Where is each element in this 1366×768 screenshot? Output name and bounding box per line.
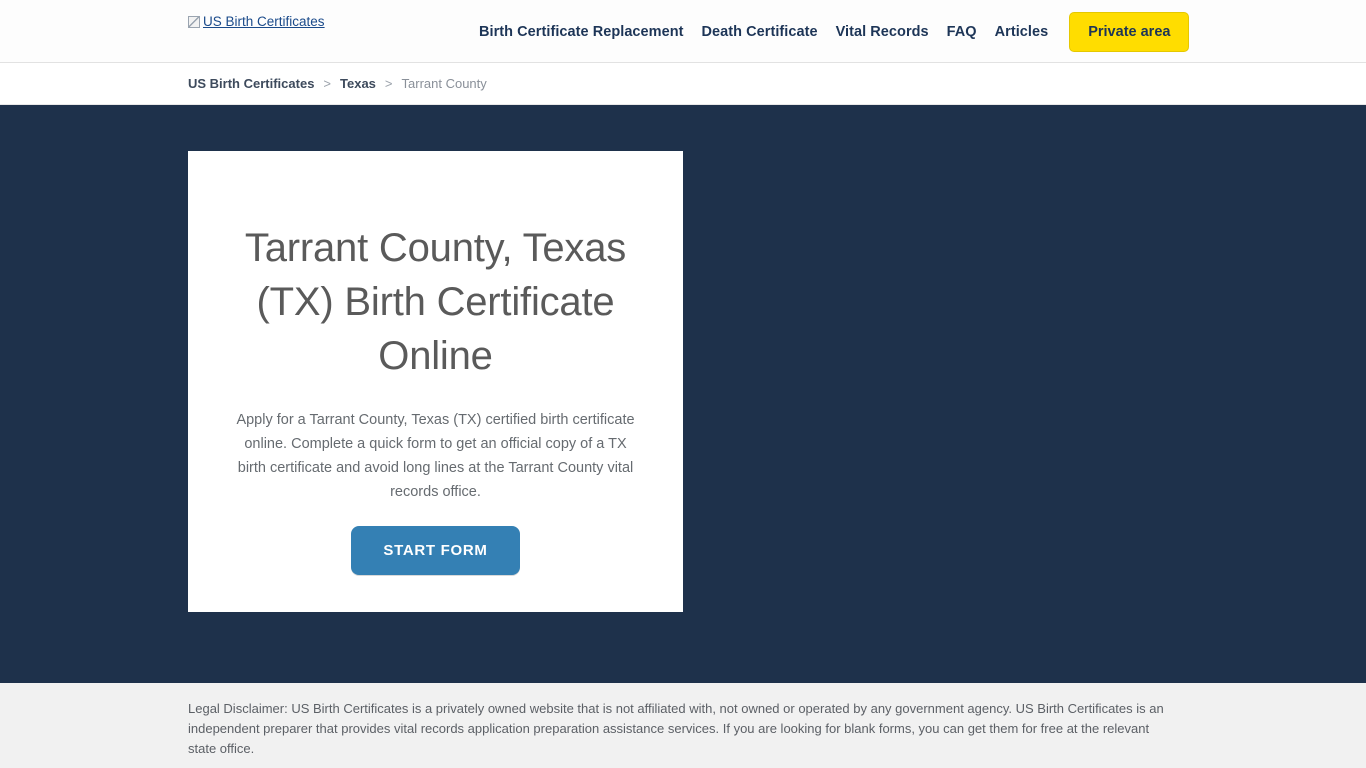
breadcrumb-item-current: Tarrant County <box>401 76 487 91</box>
broken-image-icon <box>188 16 200 28</box>
private-area-button[interactable]: Private area <box>1069 12 1189 52</box>
hero-card <box>188 151 683 612</box>
hero-subtitle: Apply for a Tarrant County, Texas (TX) certified birth certificate online. Complete a quick form to get an official copy of a TX birth certificate and avoid long lines at the Tarrant County vital records office. <box>236 412 635 500</box>
hero-section <box>0 105 1366 683</box>
breadcrumb <box>0 63 1366 105</box>
nav-vital-records[interactable]: Vital Records <box>835 23 929 40</box>
nav-birth-certificate-replacement[interactable]: Birth Certificate Replacement <box>479 23 684 40</box>
nav-death-certificate[interactable]: Death Certificate <box>701 23 818 40</box>
main-navigation <box>470 0 1189 63</box>
nav-faq[interactable]: FAQ <box>946 23 977 40</box>
page-title: Tarrant County, Texas (TX) Birth Certificate Online <box>244 226 627 378</box>
breadcrumb-separator: > <box>323 76 332 91</box>
site-logo[interactable] <box>188 13 325 31</box>
breadcrumb-separator: > <box>384 76 393 91</box>
start-form-button[interactable]: START FORM <box>351 526 519 575</box>
breadcrumb-item-home[interactable]: US Birth Certificates <box>188 76 315 91</box>
site-header <box>0 0 1366 63</box>
breadcrumb-item-texas[interactable]: Texas <box>340 76 376 91</box>
site-footer <box>0 683 1366 768</box>
legal-disclaimer: Legal Disclaimer: US Birth Certificates is a privately owned website that is not affiliated with, not owned or operated by any government agency. US Birth Certificates is an independent preparer that provides vital records application preparation assistance services. If you are looking for blank forms, you can get them for free at the relevant state office. <box>188 701 1164 756</box>
logo-alt-text: US Birth Certificates <box>203 14 325 29</box>
nav-articles[interactable]: Articles <box>994 23 1049 40</box>
